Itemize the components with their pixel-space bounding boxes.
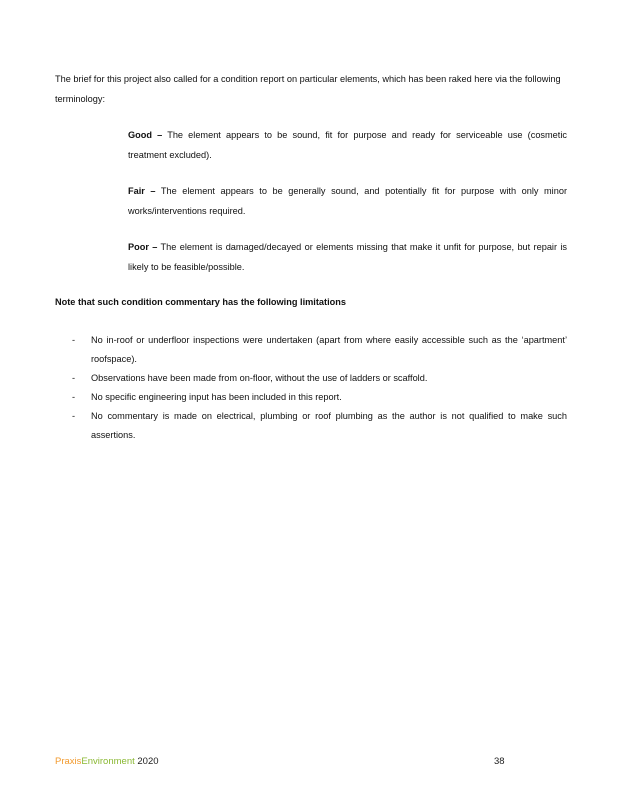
term-fair-label: Fair – [128,186,156,196]
term-poor-label: Poor – [128,242,158,252]
list-item-text: No commentary is made on electrical, plumbing or roof plumbing as the author is not qualified to make such assertions. [91,411,567,440]
term-fair [128,182,567,221]
page-number: 38 [494,756,505,767]
term-good-text: The element appears to be sound, fit for purpose and ready for serviceable use (cosmetic treatment excluded). [128,130,567,160]
footer-brand [55,755,159,769]
term-fair-text: The element appears to be generally sound, and potentially fit for purpose with only minor works/interventions required. [128,186,567,216]
list-item-text: No in-roof or underfloor inspections were undertaken (apart from where easily accessible such as the ‘apartment’ roofspace). [91,335,567,364]
limitations-heading: Note that such condition commentary has the following limitations [55,297,346,307]
footer-year: 2020 [134,756,159,767]
limitations-list [55,331,567,445]
brand-praxis: Praxis [55,756,82,767]
term-poor-text: The element is damaged/decayed or elements missing that make it unfit for purpose, but repair is likely to be feasible/possible. [128,242,567,272]
term-good [128,126,567,165]
list-dash: - [72,373,76,383]
intro-paragraph: The brief for this project also called for a condition report on particular elements, which has been raked here via the following terminology: [55,74,561,104]
list-item [55,369,567,388]
list-dash: - [72,335,76,345]
brand-environment: Environment [81,756,135,767]
list-dash: - [72,392,76,402]
list-item [55,388,567,407]
list-item-text: Observations have been made from on-floor, without the use of ladders or scaffold. [91,373,428,383]
list-item [55,331,567,369]
list-item-text: No specific engineering input has been included in this report. [91,392,342,402]
term-good-label: Good – [128,130,163,140]
list-dash: - [72,411,76,421]
term-poor [128,238,567,277]
list-item [55,407,567,445]
